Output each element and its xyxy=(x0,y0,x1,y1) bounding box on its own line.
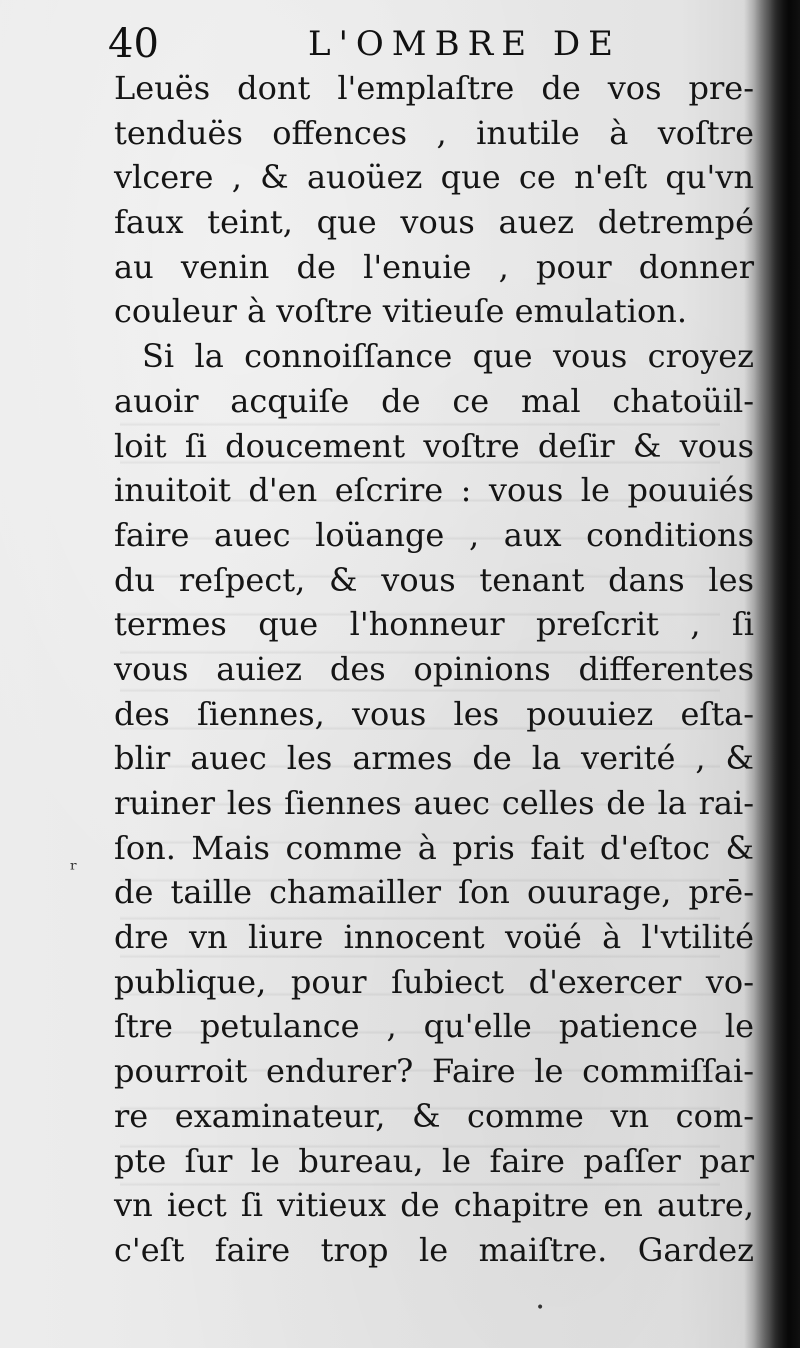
body-text xyxy=(114,66,754,1273)
text-line: ſon. Mais comme à pris fait d'eſtoc & xyxy=(114,828,754,867)
text-line: Leuës dont l'emplaſtre de vos pre- xyxy=(114,69,754,107)
running-head: L'OMBRE DE xyxy=(308,24,621,64)
text-line: vlcere , & auoüez que ce n'eſt qu'vn xyxy=(114,158,754,197)
text-line: ruiner les ſiennes auec celles de la rai- xyxy=(114,784,754,822)
text-line: couleur à voſtre vitieuſe emulation. xyxy=(114,292,687,331)
text-line: re examinateur, & comme vn com- xyxy=(114,1096,754,1135)
text-line: pte ſur le bureau, le faire paſſer par xyxy=(114,1141,754,1180)
page-number: 40 xyxy=(108,21,159,67)
text-line: vn iect ſi vitieux de chapitre en autre, xyxy=(114,1186,754,1225)
text-line: dre vn liure innocent voüé à l'vtilité xyxy=(114,918,754,957)
text-line: blir auec les armes de la verité , & xyxy=(114,739,754,778)
text-line: ſtre petulance , qu'elle patience le xyxy=(114,1007,754,1046)
text-line: inuitoit d'en eſcrire : vous le pouuiés xyxy=(114,471,754,510)
page-edge-shadow xyxy=(754,0,800,1348)
page-header xyxy=(108,14,748,74)
text-line: de taille chamailler ſon ouurage, prē- xyxy=(114,873,754,912)
text-line: auoir acquiſe de ce mal chatoüil- xyxy=(114,381,754,420)
text-line: publique, pour ſubiect d'exercer vo- xyxy=(114,962,754,1001)
text-line: loit ſi doucement voſtre deſir & vous xyxy=(114,426,754,465)
text-line: des ſiennes, vous les pouuiez eſta- xyxy=(114,694,754,733)
text-line: c'eſt faire trop le maiſtre. Gardez xyxy=(114,1230,754,1269)
text-line: vous auiez des opinions differentes xyxy=(114,649,754,688)
text-line: faire auec loüange , aux conditions xyxy=(114,515,754,554)
margin-blemish: ʳ xyxy=(70,858,78,883)
text-line: Si la connoiſſance que vous croyez xyxy=(142,337,754,376)
text-line: pourroit endurer? Faire le commiſſai- xyxy=(114,1052,754,1091)
text-line: au venin de l'enuie , pour donner xyxy=(114,247,754,286)
paper-speck: • xyxy=(536,1300,545,1316)
text-line: termes que l'honneur preſcrit , ſi xyxy=(114,605,754,644)
text-line: tenduës offences , inutile à voſtre xyxy=(114,113,754,152)
text-line: faux teint, que vous auez detrempé xyxy=(114,203,754,242)
text-line: du reſpect, & vous tenant dans les xyxy=(114,560,754,599)
